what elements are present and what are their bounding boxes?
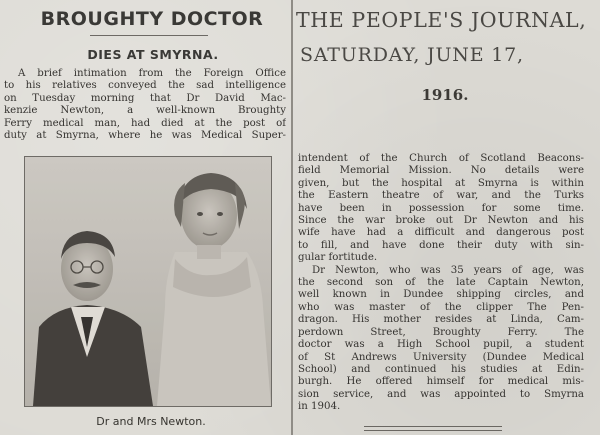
article-line: School) and continued his studies at Edin- bbox=[298, 363, 584, 375]
article-line: given, but the hospital at Smyrna is within bbox=[298, 177, 584, 189]
article-line: have been in possession for some time. bbox=[298, 202, 584, 214]
article-line: the second son of the late Captain Newton, bbox=[298, 277, 584, 289]
article-line: duty at Smyrna, where he was Medical Super- bbox=[4, 130, 286, 142]
article-line: to fill, and have done their duty with sin- bbox=[298, 239, 584, 251]
portrait-photo bbox=[24, 156, 272, 407]
headline-rule bbox=[90, 35, 208, 36]
article-line: dragon. His mother resides at Linda, Cam- bbox=[298, 314, 584, 326]
article-body-left bbox=[4, 68, 286, 142]
article-line: intendent of the Church of Scotland Beacons- bbox=[298, 153, 584, 164]
article-line: Dr Newton, who was 35 years of age, was bbox=[312, 264, 584, 276]
article-subhead: DIES AT SMYRNA. bbox=[87, 47, 219, 62]
article-line: field Memorial Mission. No details were bbox=[298, 165, 584, 177]
article-headline: BROUGHTY DOCTOR bbox=[40, 8, 264, 30]
photo-caption: Dr and Mrs Newton. bbox=[96, 415, 206, 428]
article-line: burgh. He offered himself for medical mis- bbox=[298, 376, 584, 388]
article-line: who was master of the clipper The Pen- bbox=[298, 301, 584, 313]
article-line: of St Andrews University (Dundee Medical bbox=[298, 351, 584, 363]
article-line: in 1904. bbox=[298, 401, 341, 413]
column-divider bbox=[291, 0, 293, 435]
article-line: the Eastern theatre of war, and the Turks bbox=[298, 190, 584, 202]
newspaper-title: THE PEOPLE'S JOURNAL, bbox=[296, 8, 587, 32]
article-line: gular fortitude. bbox=[298, 252, 378, 264]
article-line: wife have had a difficult and dangerous post bbox=[298, 227, 584, 239]
article-line: perdown Street, Broughty Ferry. The bbox=[298, 326, 584, 338]
article-line: on Tuesday morning that Dr David Mac- bbox=[4, 92, 286, 104]
article-line: sion service, and was appointed to Smyrna bbox=[298, 388, 584, 400]
article-line: Ferry medical man, had died at the post of bbox=[4, 117, 286, 129]
article-line: to his relatives conveyed the sad intelligence bbox=[4, 80, 286, 92]
article-line: A brief intimation from the Foreign Office bbox=[18, 68, 286, 79]
article-line: Since the war broke out Dr Newton and his bbox=[298, 215, 584, 227]
article-line: kenzie Newton, a well-known Broughty bbox=[4, 105, 286, 117]
article-line: well known in Dundee shipping circles, and bbox=[298, 289, 584, 301]
issue-year: 1916. bbox=[421, 86, 469, 104]
end-rule bbox=[364, 426, 502, 431]
article-line: doctor was a High School pupil, a student bbox=[298, 339, 584, 351]
issue-date: SATURDAY, JUNE 17, bbox=[300, 44, 524, 66]
article-body-right bbox=[298, 153, 584, 414]
